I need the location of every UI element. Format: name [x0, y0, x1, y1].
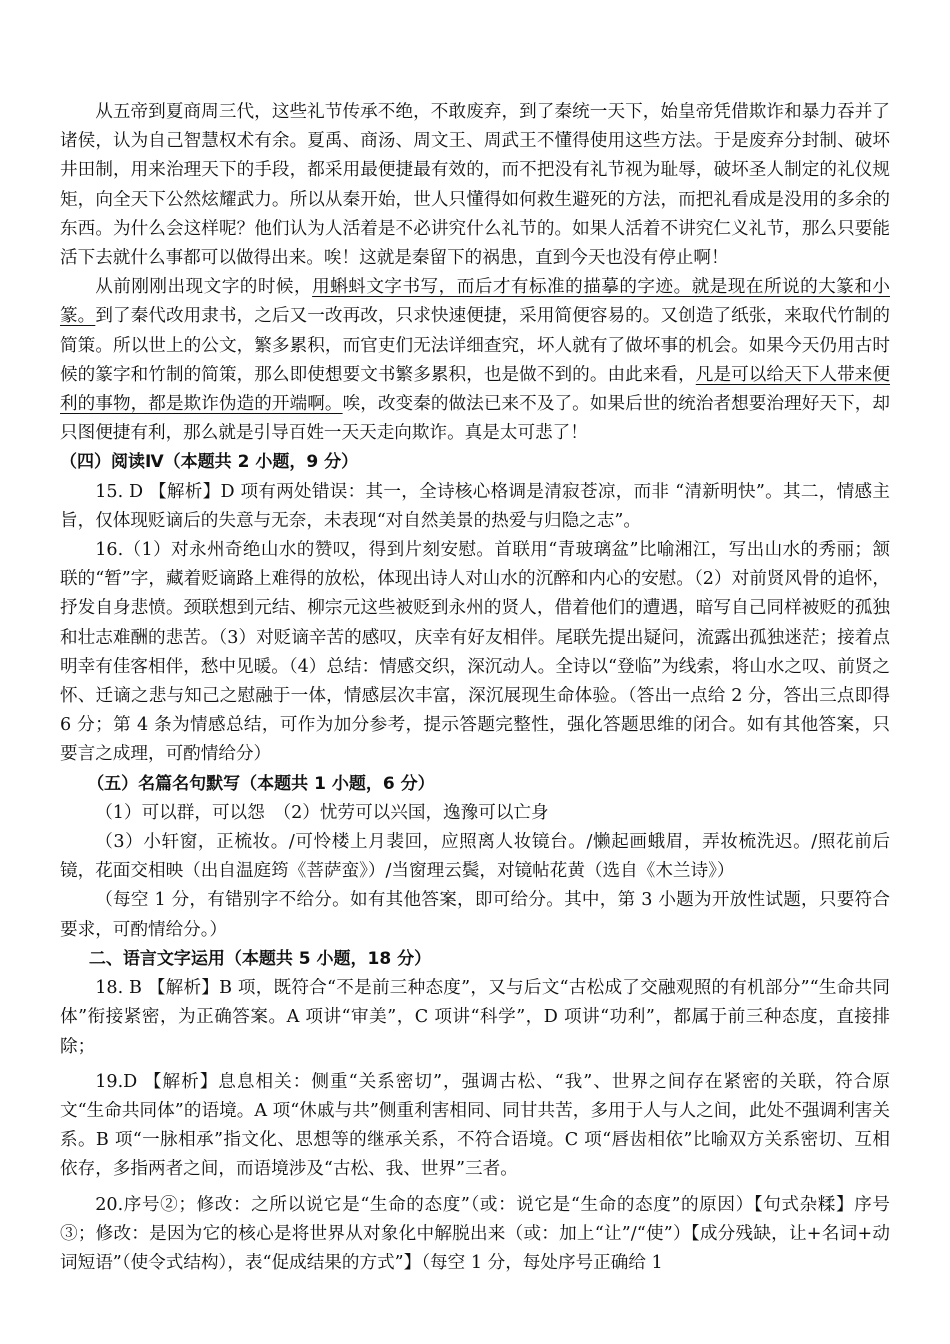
section-5-heading: （五）名篇名句默写（本题共 1 小题，6 分）	[87, 773, 435, 794]
underlined-sentence-2: 凡是可以给天下人带来便利的事物，都是欺诈伪造的开端啊。	[60, 364, 890, 415]
answer-17-items-1-2: （1）可以群，可以怨 （2）忧劳可以兴国，逸豫可以亡身	[95, 802, 549, 823]
answer-18: 18. B 【解析】B 项，既符合“不是前三种态度”，又与后文“古松成了交融观照的有机部分”“生命共同体”衔接紧密，为正确答案。A 项讲“审美”，C 项讲“科学”，D 项讲“功利”，都属于前三种态度，直接排除；	[60, 978, 890, 1057]
document-page	[60, 98, 890, 1278]
passage-p2-part-e: 唉，改变秦的做法已来不及了。如果后世的统治者想要治理好天下，却只图便捷有利，那么就是引导百姓一天天走向欺诈。真是太可悲了！	[60, 394, 890, 444]
answer-16: 16.（1）对永州奇绝山水的赞叹，得到片刻安慰。首联用“青玻璃盆”比喻湘江，写出山水的秀丽；颔联的“暂”字，藏着贬谪路上难得的放松，体现出诗人对山水的沉醉和内心的安慰。（2）对前贤风骨的追怀，抒发自身悲愤。颈联想到元结、柳宗元这些被贬到永州的贤人，借着他们的遭遇，暗写自己同样被贬的孤独和壮志难酬的悲苦。（3）对贬谪辛苦的感叹，庆幸有好友相伴。尾联先提出疑问，流露出孤独迷茫；接着点明幸有佳客相伴，愁中见暖。（4）总结：情感交织，深沉动人。全诗以“登临”为线索，将山水之叹、前贤之怀、迁谪之悲与知己之慰融于一体，情感层次丰富，深沉展现生命体验。（答出一点给 2 分，答出三点即得 6 分；第 4 条为情感总结，可作为加分参考，提示答题完整性，强化答题思维的闭合。如有其他答案，只要言之成理，可酌情给分）	[60, 540, 890, 765]
answer-15: 15. D 【解析】D 项有两处错误：其一，全诗核心格调是清寂苍凉，而非 “清新明快”。其二，情感主旨，仅体现贬谪后的失意与无奈，未表现“对自然美景的热爱与归隐之志”。	[60, 481, 890, 531]
passage-paragraph-2	[60, 273, 890, 448]
passage-paragraph-1: 从五帝到夏商周三代，这些礼节传承不绝，不敢废弃，到了秦统一天下，始皇帝凭借欺诈和暴力吞并了诸侯，认为自己智慧权术有余。夏禹、商汤、周文王、周武王不懂得使用这些方法。于是废弃分封制、破坏井田制，用来治理天下的手段，都采用最便捷最有效的，而不把没有礼节视为耻辱，破坏圣人制定的礼仪规矩，向全天下公然炫耀武力。所以从秦开始，世人只懂得如何救生避死的方法，而把礼看成是没用的多余的东西。为什么会这样呢？他们认为人活着是不必讲究什么礼节的。如果人活着不讲究仁义礼节，那么只要能活下去就什么事都可以做得出来。唉！这就是秦留下的祸患，直到今天也没有停止啊！	[60, 102, 890, 269]
answer-17-item-3: （3）小轩窗，正梳妆。/可怜楼上月裴回，应照离人妆镜台。/懒起画蛾眉，弄妆梳洗迟。/照花前后镜，花面交相映（出自温庭筠《菩萨蛮》）/当窗理云鬓，对镜帖花黄（选自《木兰诗》）	[60, 832, 890, 882]
part-2-heading: 二、语言文字运用（本题共 5 小题，18 分）	[88, 948, 432, 969]
answer-20: 20.序号②；修改：之所以说它是“生命的态度”（或：说它是“生命的态度”的原因）【句式杂糅】序号③；修改：是因为它的核心是将世界从对象化中解脱出来（或：加上“让”/“使”）【成分残缺，让+名词+动词短语”（使令式结构），表“促成结果的方式”】（每空 1 分，每处序号正确给 1	[60, 1194, 890, 1273]
section-4-heading: （四）阅读Ⅳ（本题共 2 小题，9 分）	[60, 452, 359, 473]
answer-19: 19.D 【解析】息息相关：侧重“关系密切”，强调古松、“我”、世界之间存在紧密的关联，符合原文“生命共同体”的语境。A 项“休戚与共”侧重利害相同、同甘共苦，多用于人与人之间，此处不强调利害关系。B 项“一脉相承”指文化、思想等的继承关系，不符合语境。C 项“唇齿相依”比喻双方关系密切、互相依存，多指两者之间，而语境涉及“古松、我、世界”三者。	[60, 1071, 890, 1180]
answer-17-note: （每空 1 分，有错别字不给分。如有其他答案，即可给分。其中，第 3 小题为开放性试题，只要符合要求，可酌情给分。）	[60, 890, 890, 940]
passage-p2-part-a: 从前刚刚出现文字的时候，	[95, 277, 313, 298]
underlined-sentence-1: 用蝌蚪文字书写，而后才有标准的描摹的字迹。就是现在所说的大篆和小篆。	[60, 277, 890, 327]
passage-p2-part-c: 到了秦代改用隶书，之后又一改再改，只求快速便捷，采用简便容易的。又创造了纸张，来取代竹制的简策。所以世上的公文，繁多累积，而官吏们无法详细查究，坏人就有了做坏事的机会。如果今天仍用古时候的篆字和竹制的简策，那么即使想要文书繁多累积，也是做不到的。由此来看，	[60, 306, 890, 385]
